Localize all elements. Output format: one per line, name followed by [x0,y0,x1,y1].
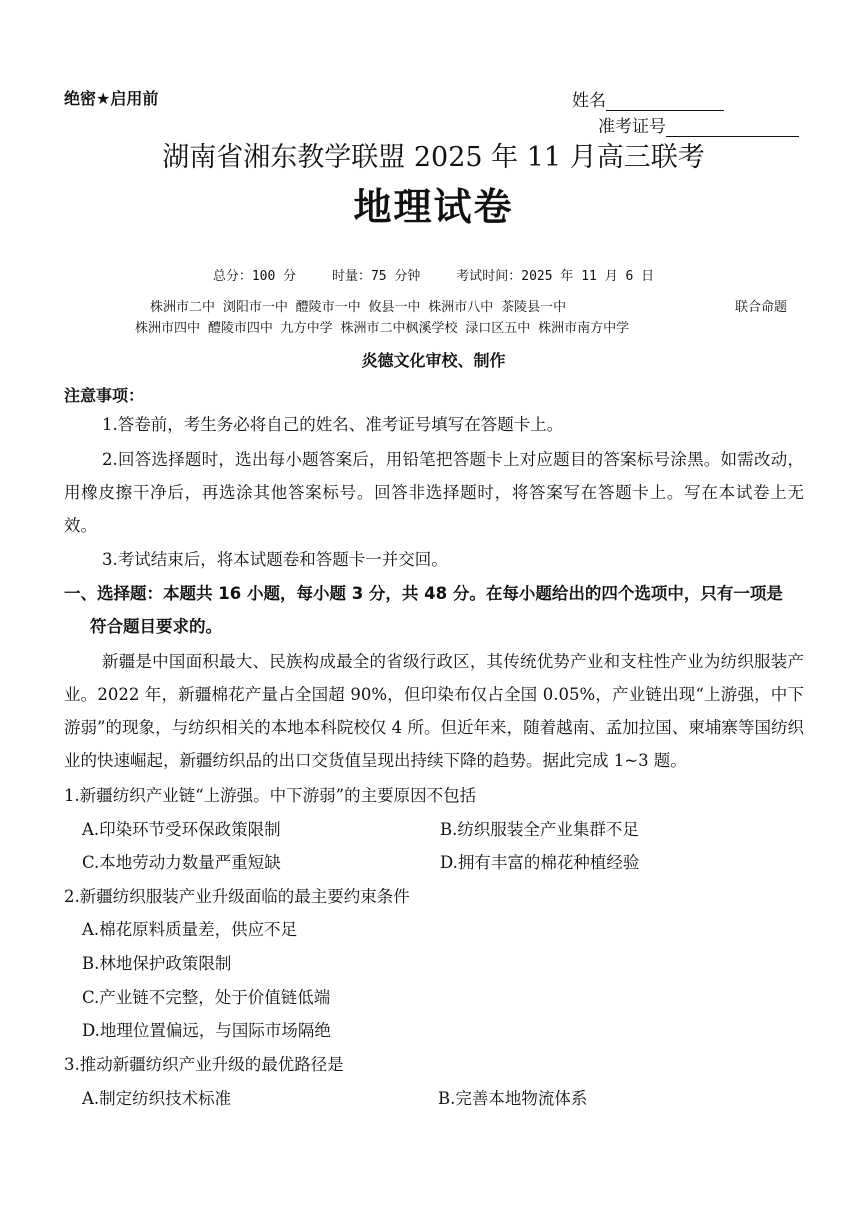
schools-line-2: 株洲市四中 醴陵市四中 九方中学 株洲市二中枫溪学校 渌口区五中 株洲市南方中学 [135,321,630,336]
total-score: 总分：100 分 [212,269,297,284]
exam-title: 湖南省湘东教学联盟 2025 年 11 月高三联考 [162,142,705,173]
question-2-option-d: D.地理位置偏远，与国际市场隔绝 [82,1021,331,1040]
question-3-stem: 3.推动新疆纺织产业升级的最优路径是 [64,1055,344,1074]
question-1-option-c: C.本地劳动力数量严重短缺 [82,853,281,872]
section-1-title-line-1: 一、选择题：本题共 16 小题，每小题 3 分，共 48 分。在每小题给出的四个选项中，只有一项是 [64,584,783,603]
question-3-option-a: A.制定纺织技术标准 [82,1089,232,1108]
id-label: 准考证号 [598,117,666,137]
note-item-1: 1.答卷前，考生务必将自己的姓名、准考证号填写在答题卡上。 [102,415,564,434]
question-1-option-d: D.拥有丰富的棉花种植经验 [440,853,640,872]
id-field [598,112,799,137]
joint-proposition: 联合命题 [735,300,788,315]
question-1-option-b: B.纺织服装全产业集群不足 [440,820,639,839]
name-blank [606,92,724,111]
exam-date: 考试时间：2025 年 11 月 6 日 [456,269,655,284]
note-item-3: 3.考试结束后，将本试题卷和答题卡一并交回。 [102,550,448,569]
question-2-option-b: B.林地保护政策限制 [82,954,232,973]
question-2-option-c: C.产业链不完整，处于价值链低端 [82,988,331,1007]
subject-title: 地理试卷 [353,185,514,229]
schools-line-1: 株洲市二中 浏阳市一中 醴陵市一中 攸县一中 株洲市八中 茶陵县一中 [150,300,567,315]
time-limit: 时量：75 分钟 [331,269,421,284]
question-1-stem: 1.新疆纺织产业链“上游强。中下游弱”的主要原因不包括 [64,786,477,805]
notes-title: 注意事项： [64,386,145,405]
question-3-option-b: B.完善本地物流体系 [438,1089,588,1108]
name-field [572,86,724,111]
note-item-2: 2.回答选择题时，选出每小题答案后，用铅笔把答题卡上对应题目的答案标号涂黑。如需改动，用橡皮擦干净后，再选涂其他答案标号。回答非选择题时，将答案写在答题卡上。写在本试卷上无效。 [64,450,804,535]
made-by: 炎德文化审校、制作 [361,351,506,370]
question-1-option-a: A.印染环节受环保政策限制 [82,820,281,839]
question-2-option-a: A.棉花原料质量差，供应不足 [82,920,298,939]
section-1-title-line-2: 符合题目要求的。 [90,617,222,636]
question-2-stem: 2.新疆纺织服装产业升级面临的最主要约束条件 [64,887,410,906]
name-label: 姓名 [572,91,606,111]
reading-passage: 新疆是中国面积最大、民族构成最全的省级行政区，其传统优势产业和支柱性产业为纺织服装产业。2022 年，新疆棉花产量占全国超 90%，但印染布仅占全国 0.05%，产业链出现“上游强，中下游弱”的现象，与纺织相关的本地本科院校仅 4 所。但近年来，随着越南、孟加拉国、柬埔寨等国纺织业的快速崛起，新疆纺织品的出口交货值呈现出持续下降的趋势。据此完成 1~3 题。 [64,652,804,770]
exam-meta [0,265,867,284]
confidential-label: 绝密★启用前 [64,89,159,108]
